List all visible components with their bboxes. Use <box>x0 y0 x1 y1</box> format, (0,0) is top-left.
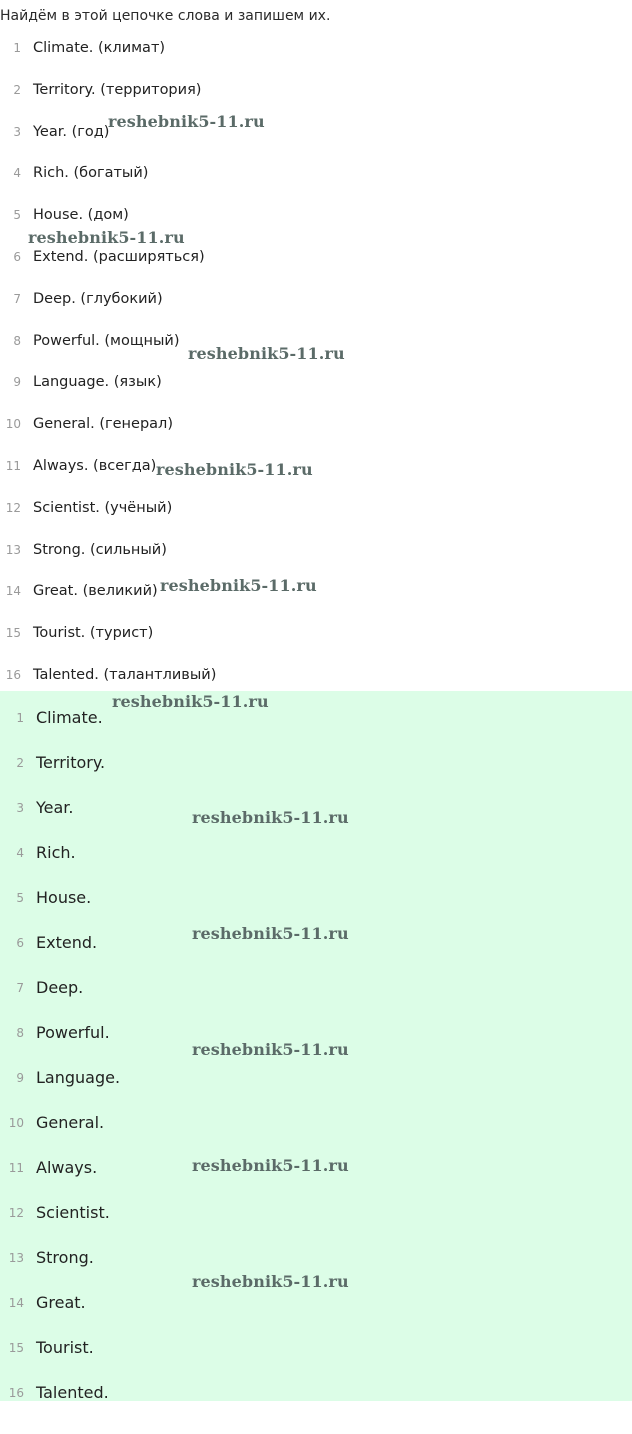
item-text: Territory. (территория) <box>33 81 202 98</box>
item-number: 5 <box>13 208 21 223</box>
item-text: Deep. <box>36 978 84 997</box>
item-text: Rich. <box>36 843 76 862</box>
list-item <box>0 833 632 878</box>
item-number: 15 <box>5 626 21 641</box>
item-text: Extend. (расширяться) <box>33 248 205 265</box>
list-item <box>0 1373 632 1418</box>
list-item <box>0 698 632 743</box>
list-item <box>0 614 632 656</box>
list-item <box>0 113 632 155</box>
item-text: Tourist. <box>36 1338 94 1357</box>
item-number: 14 <box>8 1296 24 1310</box>
item-number: 12 <box>8 1206 24 1220</box>
item-text: Scientist. (учёный) <box>33 499 173 516</box>
item-text: Scientist. <box>36 1203 110 1222</box>
item-number: 14 <box>5 584 21 599</box>
item-number: 11 <box>8 1161 24 1175</box>
item-text: Talented. (талантливый) <box>33 666 217 683</box>
list-item <box>0 743 632 788</box>
watermark: reshebnik5-11.ru <box>192 808 349 827</box>
item-text: Always. <box>36 1158 98 1177</box>
item-text: Language. <box>36 1068 121 1087</box>
item-number: 10 <box>5 417 21 432</box>
list-item <box>0 363 632 405</box>
list-item <box>0 531 632 573</box>
item-number: 4 <box>16 846 24 860</box>
item-text: Rich. (богатый) <box>33 165 149 182</box>
item-number: 9 <box>16 1071 24 1085</box>
list-item <box>0 1193 632 1238</box>
item-number: 3 <box>13 124 21 139</box>
watermark: reshebnik5-11.ru <box>156 460 313 479</box>
item-number: 10 <box>8 1116 24 1130</box>
item-number: 13 <box>8 1251 24 1265</box>
list-item <box>0 447 632 489</box>
item-text: Deep. (глубокий) <box>33 290 163 307</box>
watermark: reshebnik5-11.ru <box>192 1272 349 1291</box>
list-item <box>0 1328 632 1373</box>
item-text: Territory. <box>36 753 106 772</box>
item-text: Great. <box>36 1293 86 1312</box>
list-item <box>0 29 632 71</box>
item-text: General. (генерал) <box>33 416 173 433</box>
watermark: reshebnik5-11.ru <box>108 112 265 131</box>
watermark: reshebnik5-11.ru <box>188 344 345 363</box>
item-text: Year. <box>36 798 74 817</box>
item-text: General. <box>36 1113 105 1132</box>
list-item <box>0 280 632 322</box>
item-number: 4 <box>13 166 21 181</box>
list-item <box>0 968 632 1013</box>
word-list-with-translation <box>0 29 632 698</box>
item-text: Year. (год) <box>33 123 110 140</box>
item-number: 1 <box>16 711 24 725</box>
item-number: 6 <box>13 249 21 264</box>
watermark: reshebnik5-11.ru <box>112 692 269 711</box>
item-text: Extend. <box>36 933 98 952</box>
item-number: 7 <box>13 291 21 306</box>
item-number: 5 <box>16 891 24 905</box>
item-number: 7 <box>16 981 24 995</box>
item-number: 16 <box>8 1386 24 1400</box>
intro-text: Найдём в этой цепочке слова и запишем их. <box>0 8 331 24</box>
item-text: Strong. <box>36 1248 94 1267</box>
item-number: 11 <box>5 458 21 473</box>
item-number: 15 <box>8 1341 24 1355</box>
item-number: 2 <box>13 82 21 97</box>
item-number: 6 <box>16 936 24 950</box>
item-number: 13 <box>5 542 21 557</box>
item-number: 1 <box>13 41 21 55</box>
item-text: Tourist. (турист) <box>33 625 154 642</box>
item-text: Climate. (климат) <box>33 40 166 56</box>
item-number: 16 <box>5 667 21 682</box>
item-number: 3 <box>16 801 24 815</box>
item-number: 9 <box>13 375 21 390</box>
item-number: 8 <box>13 333 21 348</box>
item-number: 8 <box>16 1026 24 1040</box>
item-text: Always. (всегда) <box>33 457 157 474</box>
watermark: reshebnik5-11.ru <box>192 924 349 943</box>
item-text: Language. (язык) <box>33 374 162 391</box>
list-item <box>0 1103 632 1148</box>
list-item <box>0 154 632 196</box>
list-item <box>0 489 632 531</box>
watermark: reshebnik5-11.ru <box>192 1040 349 1059</box>
item-text: House. <box>36 888 92 907</box>
item-text: Powerful. (мощный) <box>33 332 180 349</box>
item-number: 12 <box>5 500 21 515</box>
item-number: 2 <box>16 756 24 770</box>
watermark: reshebnik5-11.ru <box>160 576 317 595</box>
watermark: reshebnik5-11.ru <box>192 1156 349 1175</box>
item-text: House. (дом) <box>33 207 129 224</box>
item-text: Powerful. <box>36 1023 110 1042</box>
list-item <box>0 405 632 447</box>
list-item <box>0 71 632 113</box>
item-text: Talented. <box>36 1383 109 1402</box>
list-item <box>0 1058 632 1103</box>
watermark: reshebnik5-11.ru <box>28 228 185 247</box>
item-text: Strong. (сильный) <box>33 541 167 558</box>
item-text: Climate. <box>36 708 103 727</box>
list-item <box>0 878 632 923</box>
item-text: Great. (великий) <box>33 583 158 600</box>
